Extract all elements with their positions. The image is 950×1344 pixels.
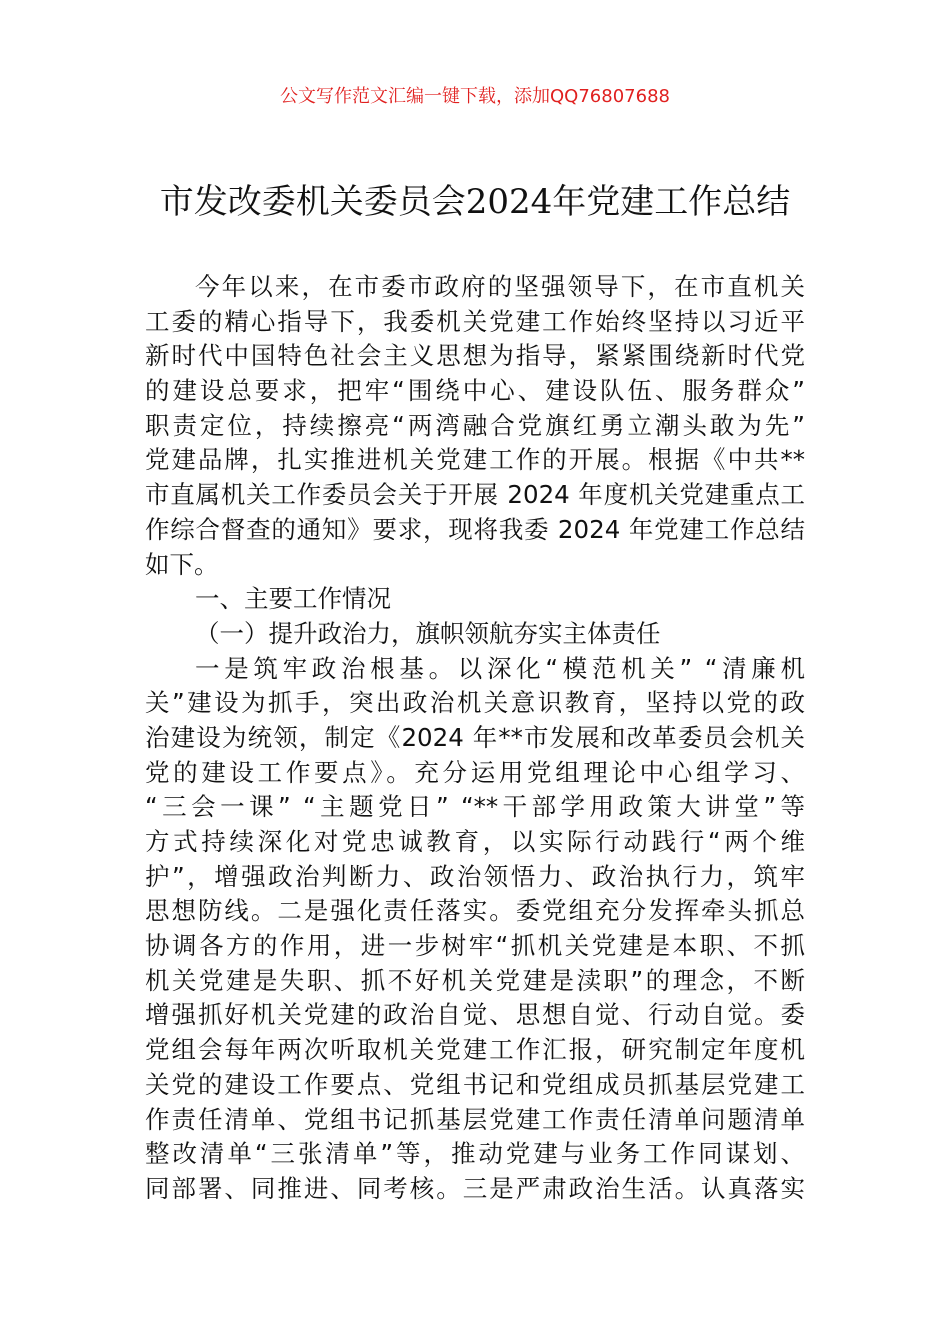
text-line: 机关党建是失职、抓不好机关党建是渎职”的理念，不断 <box>145 965 805 995</box>
text-line: 新时代中国特色社会主义思想为指导，紧紧围绕新时代党 <box>145 341 805 371</box>
text-line: 市直属机关工作委员会关于开展 2024 年度机关党建重点工 <box>145 480 805 510</box>
text-line: （一）提升政治力，旗帜领航夯实主体责任 <box>195 618 661 648</box>
text-line: 一、主要工作情况 <box>195 584 391 614</box>
text-line: 关”建设为抓手，突出政治机关意识教育，坚持以党的政 <box>145 688 805 718</box>
text-line: 整改清单“三张清单”等，推动党建与业务工作同谋划、 <box>145 1139 805 1169</box>
text-line: 作综合督查的通知》要求，现将我委 2024 年党建工作总结 <box>145 514 805 544</box>
document-body <box>145 270 805 1207</box>
text-line: 关党的建设工作要点、党组书记和党组成员抓基层党建工 <box>145 1069 805 1099</box>
text-line: “三会一课” “主题党日” “**干部学用政策大讲堂”等 <box>145 792 805 822</box>
text-line: 作责任清单、党组书记抓基层党建工作责任清单问题清单 <box>145 1104 805 1134</box>
text-line: 的建设总要求，把牢“围绕中心、建设队伍、服务群众” <box>145 376 805 406</box>
text-line: 治建设为统领，制定《2024 年**市发展和改革委员会机关 <box>145 722 805 752</box>
text-line: 工委的精心指导下，我委机关党建工作始终坚持以习近平 <box>145 306 805 336</box>
text-line: 同部署、同推进、同考核。三是严肃政治生活。认真落实 <box>145 1173 805 1203</box>
text-line: 护”，增强政治判断力、政治领悟力、政治执行力，筑牢 <box>145 861 805 891</box>
document-title: 市发改委机关委员会2024年党建工作总结 <box>159 182 791 222</box>
text-line: 今年以来，在市委市政府的坚强领导下，在市直机关 <box>195 272 805 301</box>
text-line: 一是筑牢政治根基。以深化“模范机关” “清廉机 <box>195 653 805 683</box>
text-line: 职责定位，持续擦亮“两湾融合党旗红勇立潮头敢为先” <box>145 410 805 440</box>
text-line: 党组会每年两次听取机关党建工作汇报，研究制定年度机 <box>145 1035 805 1065</box>
text-line: 协调各方的作用，进一步树牢“抓机关党建是本职、不抓 <box>145 931 805 961</box>
text-line: 党的建设工作要点》。充分运用党组理论中心组学习、 <box>145 757 805 787</box>
text-line: 增强抓好机关党建的政治自觉、思想自觉、行动自觉。委 <box>145 1000 805 1030</box>
text-line: 思想防线。二是强化责任落实。委党组充分发挥牵头抓总 <box>145 896 805 926</box>
text-line: 方式持续深化对党忠诚教育，以实际行动践行“两个维 <box>145 827 805 856</box>
subsection-heading <box>145 617 805 652</box>
text-line: 如下。 <box>145 549 219 579</box>
text-line: 党建品牌，扎实推进机关党建工作的开展。根据《中共** <box>145 445 805 475</box>
paragraph <box>145 652 805 1207</box>
section-heading <box>145 582 805 617</box>
watermark-text: 公文写作范文汇编一键下载，添加QQ76807688 <box>280 86 670 107</box>
paragraph <box>145 270 805 582</box>
